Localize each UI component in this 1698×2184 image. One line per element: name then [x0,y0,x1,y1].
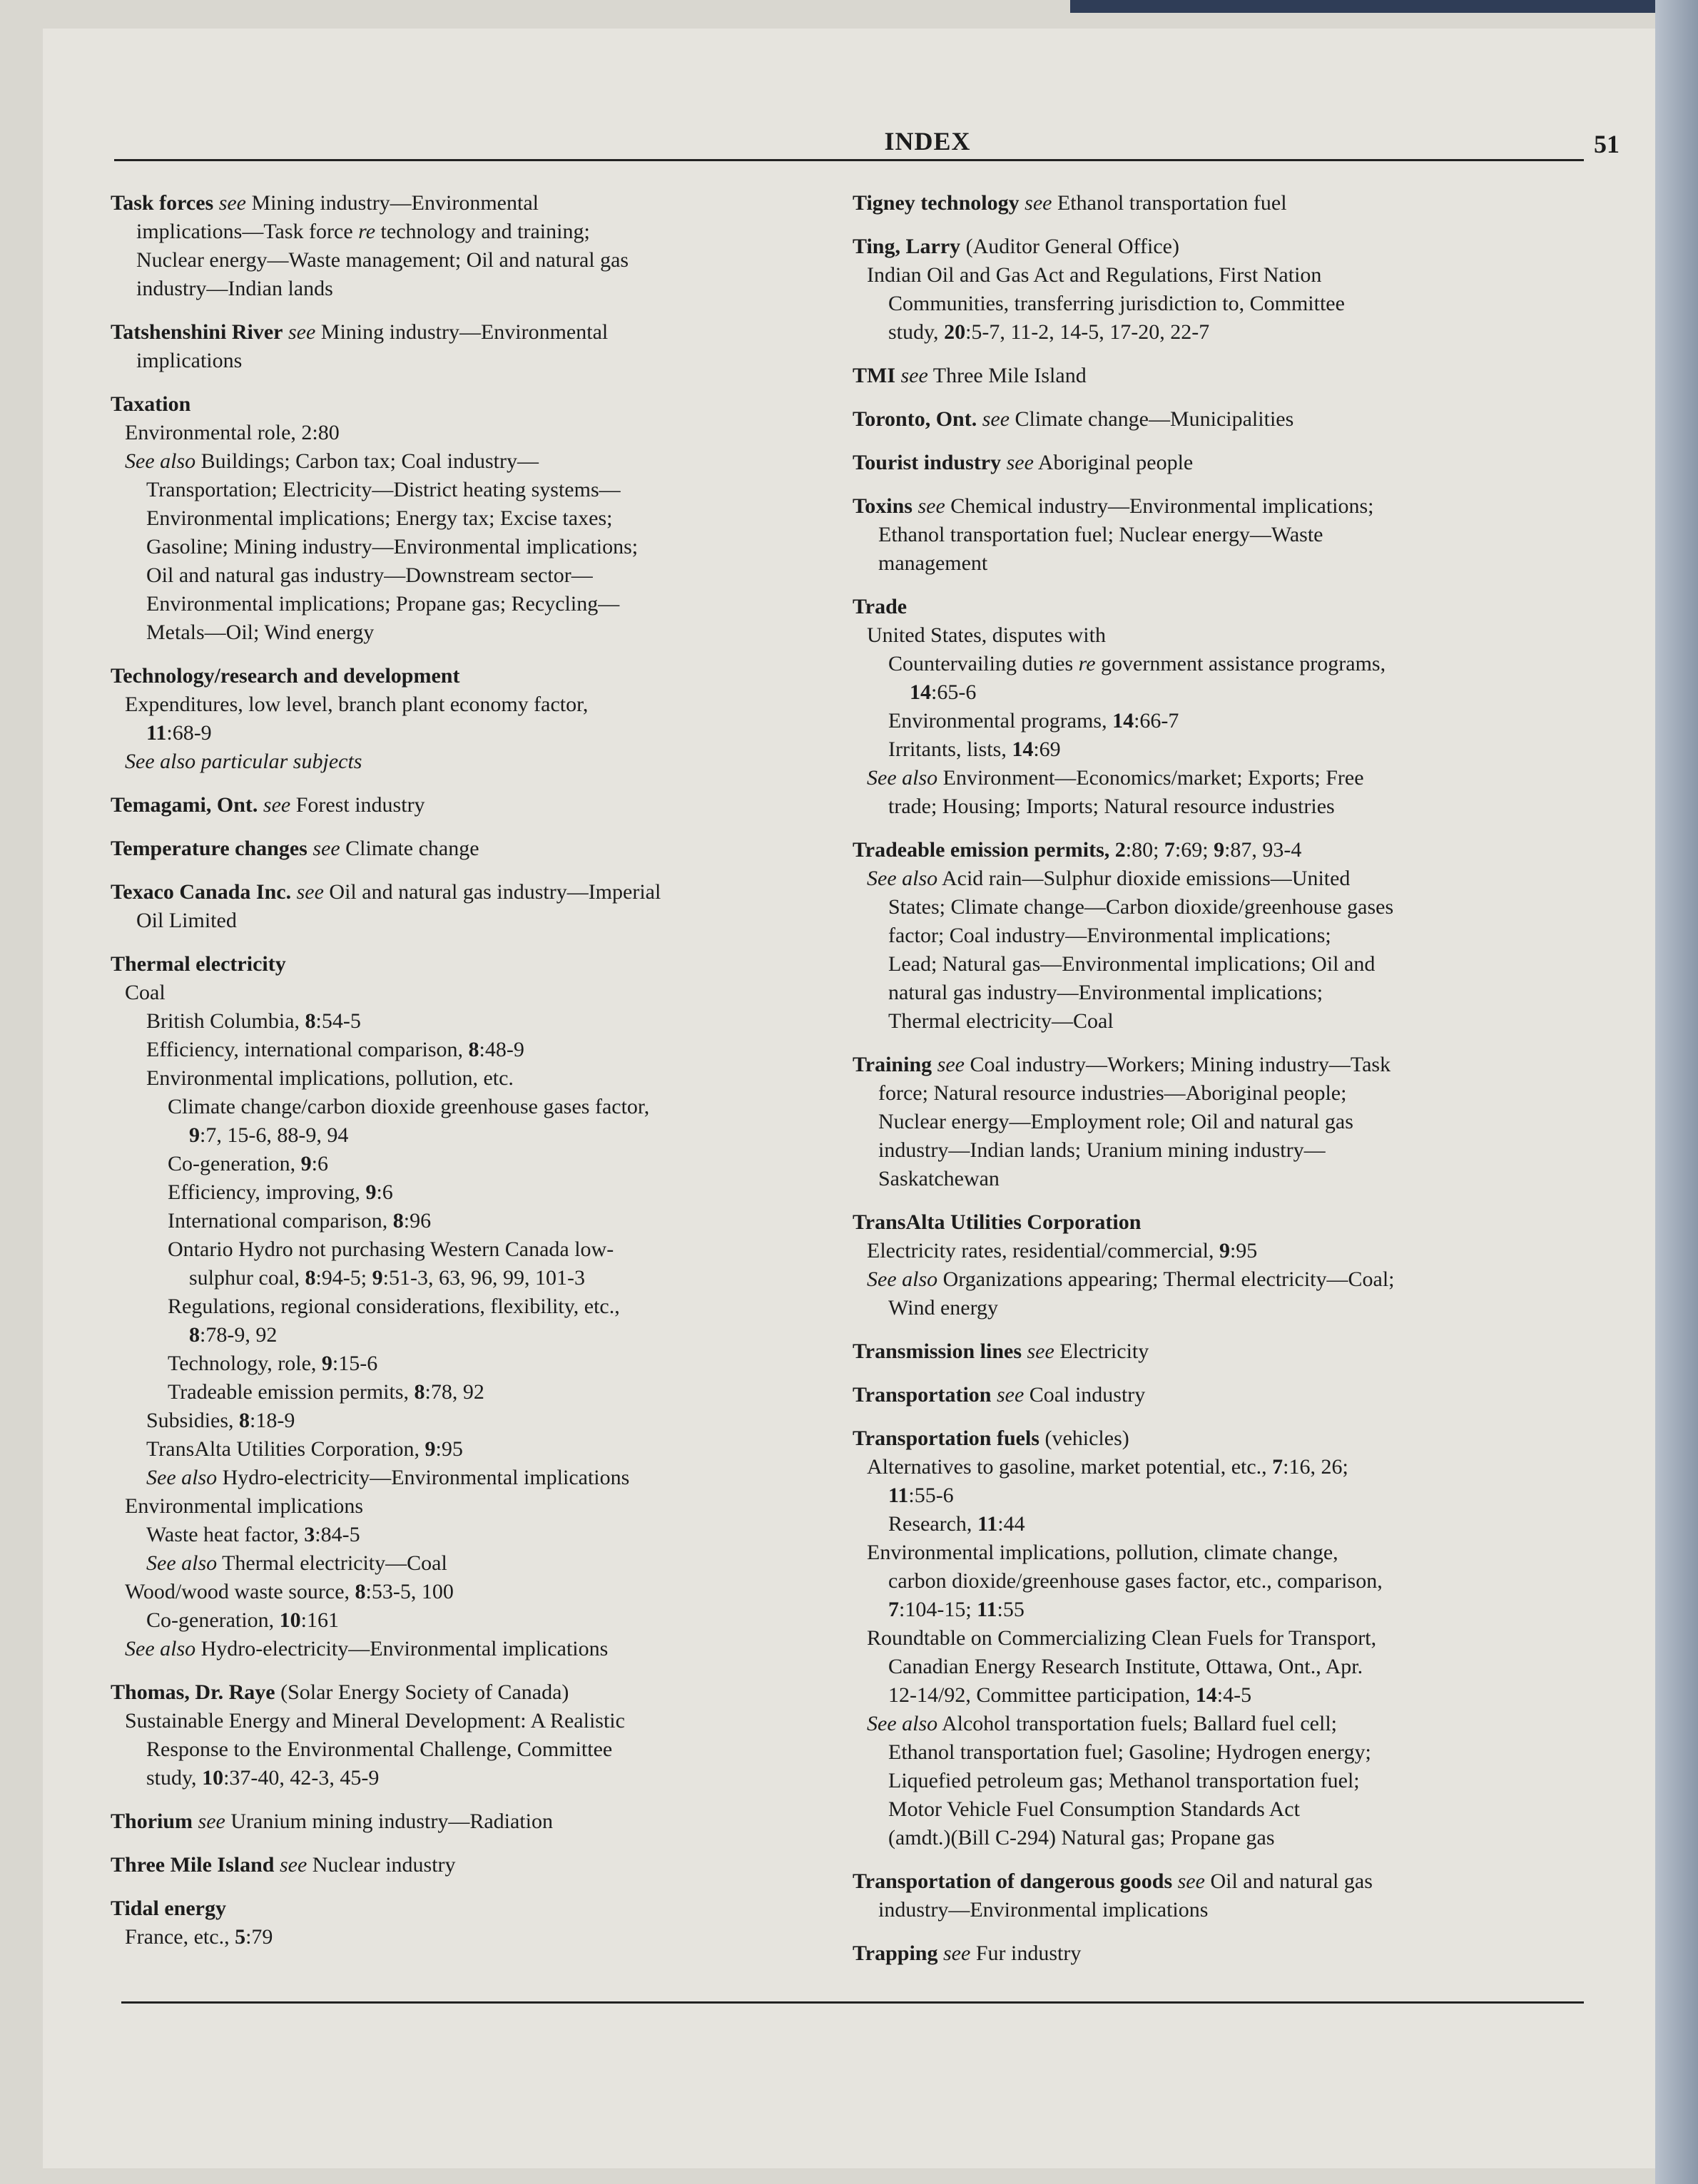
see-reference-label: see [296,880,324,904]
subentry-line: Liquefied petroleum gas; Methanol transportation fuel; [888,1769,1360,1792]
entry-reference: Ethanol transportation fuel [1057,191,1287,215]
subentry-line: Research, 11:44 [888,1512,1025,1536]
index-entry [853,492,1587,578]
entry-heading: Tidal energy [111,1897,226,1920]
entry-heading: Trade [853,595,908,618]
entry-heading: Thermal electricity [111,952,286,976]
subentry-line: See also particular subjects [125,750,362,773]
entry-reference: Climate change [345,837,479,860]
entry-continuation: force; Natural resource industries—Aboriginal people; [878,1081,1347,1105]
index-entry [111,1894,838,1951]
entry-heading: Temperature changes [111,837,307,860]
entry-heading-line [853,836,1587,864]
index-entry [853,593,1587,821]
entry-continuation: industry—Indian lands [136,277,333,300]
entry-heading-line [853,593,1587,621]
subentry-line: Sustainable Energy and Mineral Development: A Realistic [125,1709,625,1733]
subentry-line: British Columbia, 8:54-5 [146,1009,361,1033]
subentry-line: See also Buildings; Carbon tax; Coal industry— [125,449,539,473]
entry-heading: Texaco Canada Inc. [111,880,292,904]
see-reference-label: see [312,837,340,860]
index-entry [853,233,1587,347]
see-reference-label: see [263,793,291,817]
entry-heading-line [853,1867,1587,1896]
entry-reference: Three Mile Island [932,364,1087,387]
subentry-line: Oil and natural gas industry—Downstream sector— [146,563,593,587]
subentry-line: Environmental implications; Propane gas; Recycling— [146,592,620,616]
entry-heading: Thorium [111,1810,193,1833]
see-reference-label: see [996,1383,1025,1407]
index-entry [111,835,838,863]
entry-reference: Electricity [1059,1340,1149,1363]
subentry-line: France, etc., 5:79 [125,1925,273,1949]
see-reference-label: see [218,191,246,215]
index-entry [111,791,838,820]
subentry-line: Environmental implications, pollution, climate change, [867,1541,1338,1564]
subentry-line: Canadian Energy Research Institute, Ottawa, Ont., Apr. [888,1655,1363,1678]
subentry-line: See also Acid rain—Sulphur dioxide emissions—United [867,867,1351,890]
index-entry [853,1337,1587,1366]
entry-heading-line [853,1939,1587,1968]
entry-heading-line [111,318,838,347]
entry-reference: Uranium mining industry—Radiation [230,1810,553,1833]
entry-heading-line [853,362,1587,390]
entry-reference: Oil and natural gas [1210,1869,1373,1893]
subentry-line: Irritants, lists, 14:69 [888,738,1061,761]
entry-heading: Transportation [853,1383,992,1407]
entry-heading: Tradeable emission permits, [853,838,1110,862]
subentry-line: Tradeable emission permits, 8:78, 92 [168,1380,484,1404]
index-entry [111,390,838,647]
index-entry [111,1678,838,1792]
entry-reference: Oil and natural gas industry—Imperial [329,880,661,904]
index-entry [853,1208,1587,1322]
subentry-line: International comparison, 8:96 [168,1209,432,1233]
subentry-line: Subsidies, 8:18-9 [146,1409,295,1432]
subentry-line: Efficiency, international comparison, 8:48-9 [146,1038,524,1061]
index-column-right [853,189,1587,1983]
subentry-line: Waste heat factor, 3:84-5 [146,1523,360,1546]
subentry-line: Thermal electricity—Coal [888,1009,1114,1033]
subentry-line: See also Thermal electricity—Coal [146,1551,447,1575]
entry-heading-line [111,390,838,419]
header-rule [114,159,1584,161]
entry-reference: 2:80; 7:69; 9:87, 93-4 [1114,838,1302,862]
subentry-line: See also Hydro-electricity—Environmental implications [146,1466,630,1489]
see-reference-label: see [982,407,1010,431]
entry-reference: (Solar Energy Society of Canada) [280,1680,569,1704]
subentry-line: 11:55-6 [888,1484,954,1507]
subentry-line: Coal [125,981,166,1004]
entry-continuation: Saskatchewan [878,1167,1000,1190]
entry-heading-line [111,835,838,863]
entry-continuation: industry—Environmental implications [878,1898,1209,1922]
entry-heading: Temagami, Ont. [111,793,258,817]
entry-heading: Thomas, Dr. Raye [111,1680,275,1704]
subentry-line: sulphur coal, 8:94-5; 9:51-3, 63, 96, 99, 101-3 [189,1266,585,1290]
entry-heading-line [111,1894,838,1923]
see-reference-label: see [900,364,928,387]
index-entry [853,1939,1587,1968]
entry-heading-line [853,405,1587,434]
index-entry [111,662,838,776]
subentry-line: States; Climate change—Carbon dioxide/greenhouse gases [888,895,1394,919]
index-entry [111,950,838,1663]
index-entry [853,1381,1587,1409]
page-header [114,111,1620,164]
subentry-line: Environmental programs, 14:66-7 [888,709,1179,733]
entry-reference: (Auditor General Office) [965,235,1179,258]
subentry-line: Technology, role, 9:15-6 [168,1352,378,1375]
entry-reference: Aboriginal people [1037,451,1194,474]
subentry-line: carbon dioxide/greenhouse gases factor, etc., comparison, [888,1569,1383,1593]
index-entry [111,189,838,303]
entry-heading-line [853,1424,1587,1453]
subentry-line: natural gas industry—Environmental implications; [888,981,1323,1004]
entry-heading-line [853,233,1587,261]
entry-continuation: Nuclear energy—Waste management; Oil and natural gas [136,248,629,272]
subentry-line: Ontario Hydro not purchasing Western Canada low- [168,1238,614,1261]
subentry-line: Indian Oil and Gas Act and Regulations, First Nation [867,263,1322,287]
subentry-line: Communities, transferring jurisdiction to, Committee [888,292,1345,315]
see-reference-label: see [943,1941,971,1965]
entry-heading: TMI [853,364,895,387]
entry-heading: Three Mile Island [111,1853,275,1877]
see-reference-label: see [1025,191,1052,215]
entry-heading-line [853,1381,1587,1409]
entry-heading-line [111,950,838,979]
see-reference-label: see [937,1053,965,1076]
entry-heading: Tigney technology [853,191,1020,215]
subentry-line: See also Alcohol transportation fuels; Ballard fuel cell; [867,1712,1337,1735]
entry-reference: Nuclear industry [312,1853,456,1877]
entry-heading-line [853,1051,1587,1079]
index-entry [853,1424,1587,1852]
subentry-line: See also Environment—Economics/market; Exports; Free [867,766,1364,790]
entry-reference: Fur industry [975,1941,1082,1965]
subentry-line: Motor Vehicle Fuel Consumption Standards Act [888,1797,1300,1821]
subentry-line: Countervailing duties re government assistance programs, [888,652,1386,675]
index-entry [853,836,1587,1036]
entry-heading: Toxins [853,494,912,518]
subentry-line: factor; Coal industry—Environmental implications; [888,924,1331,947]
subentry-line: Co-generation, 9:6 [168,1152,328,1175]
see-reference-label: see [279,1853,307,1877]
subentry-line: Environmental implications; Energy tax; Excise taxes; [146,506,613,530]
entry-reference: Forest industry [295,793,425,817]
entry-reference: Mining industry—Environmental [251,191,539,215]
entry-heading: Ting, Larry [853,235,961,258]
entry-reference: Chemical industry—Environmental implications; [950,494,1374,518]
footer-rule [121,2001,1584,2004]
page-number: 51 [1594,130,1620,158]
subentry-line: Efficiency, improving, 9:6 [168,1180,393,1204]
subentry-line: Ethanol transportation fuel; Gasoline; Hydrogen energy; [888,1740,1371,1764]
background-edge [1655,0,1698,2184]
see-reference-label: see [1027,1340,1054,1363]
entry-heading: Taxation [111,392,191,416]
entry-heading-line [111,1807,838,1836]
subentry-line: See also Organizations appearing; Thermal electricity—Coal; [867,1267,1395,1291]
entry-heading-line [111,1678,838,1707]
subentry-line: trade; Housing; Imports; Natural resource industries [888,795,1335,818]
entry-heading-line [111,662,838,690]
entry-continuation: implications—Task force re technology and training; [136,220,590,243]
index-entry [853,449,1587,477]
entry-heading-line [111,878,838,907]
subentry-line: study, 10:37-40, 42-3, 45-9 [146,1766,380,1790]
entry-heading: Technology/research and development [111,664,460,688]
subentry-line: Metals—Oil; Wind energy [146,621,375,644]
entry-heading: Tourist industry [853,451,1002,474]
subentry-line: Response to the Environmental Challenge, Committee [146,1737,613,1761]
entry-reference: Mining industry—Environmental [320,320,609,344]
page-title: INDEX [884,127,971,155]
index-entry [853,1051,1587,1193]
entry-continuation: implications [136,349,243,372]
entry-heading: Task forces [111,191,214,215]
subentry-line: Climate change/carbon dioxide greenhouse gases factor, [168,1095,650,1118]
entry-continuation: management [878,551,988,575]
entry-continuation: Ethanol transportation fuel; Nuclear energy—Waste [878,523,1323,546]
entry-heading-line [853,1337,1587,1366]
subentry-line: 7:104-15; 11:55 [888,1598,1025,1621]
subentry-line: Wood/wood waste source, 8:53-5, 100 [125,1580,454,1603]
entry-reference: Coal industry—Workers; Mining industry—Task [970,1053,1391,1076]
index-entry [111,878,838,935]
see-reference-label: see [1177,1869,1205,1893]
index-entry [853,189,1587,218]
entry-heading-line [111,189,838,218]
background-strip [1070,0,1698,13]
subentry-line: (amdt.)(Bill C-294) Natural gas; Propane gas [888,1826,1275,1849]
subentry-line: Environmental implications [125,1494,364,1518]
subentry-line: study, 20:5-7, 11-2, 14-5, 17-20, 22-7 [888,320,1210,344]
subentry-line: Alternatives to gasoline, market potential, etc., 7:16, 26; [867,1455,1348,1479]
subentry-line: Wind energy [888,1296,999,1320]
index-column-left [111,189,838,1966]
entry-heading: Toronto, Ont. [853,407,977,431]
entry-heading: TransAlta Utilities Corporation [853,1210,1142,1234]
entry-heading: Transportation fuels [853,1427,1039,1450]
see-reference-label: see [288,320,316,344]
entry-continuation: Nuclear energy—Employment role; Oil and natural gas [878,1110,1353,1133]
subentry-line: Environmental implications, pollution, etc. [146,1066,514,1090]
entry-heading-line [853,449,1587,477]
subentry-line: Co-generation, 10:161 [146,1608,339,1632]
index-entry [853,405,1587,434]
subentry-line: Roundtable on Commercializing Clean Fuels for Transport, [867,1626,1377,1650]
subentry-line: Regulations, regional considerations, flexibility, etc., [168,1295,620,1318]
see-reference-label: see [198,1810,225,1833]
entry-reference: Climate change—Municipalities [1015,407,1294,431]
entry-heading: Transmission lines [853,1340,1022,1363]
subentry-line: 12-14/92, Committee participation, 14:4-5 [888,1683,1252,1707]
index-entry [111,1851,838,1879]
subentry-line: 8:78-9, 92 [189,1323,278,1347]
entry-continuation: industry—Indian lands; Uranium mining industry— [878,1138,1326,1162]
subentry-line: Gasoline; Mining industry—Environmental implications; [146,535,639,558]
subentry-line: Lead; Natural gas—Environmental implications; Oil and [888,952,1376,976]
subentry-line: 9:7, 15-6, 88-9, 94 [189,1123,349,1147]
entry-continuation: Oil Limited [136,909,237,932]
see-reference-label: see [1006,451,1034,474]
subentry-line: Expenditures, low level, branch plant economy factor, [125,693,589,716]
entry-heading: Training [853,1053,932,1076]
see-reference-label: see [917,494,945,518]
subentry-line: See also Hydro-electricity—Environmental implications [125,1637,609,1660]
index-entry [853,1867,1587,1924]
index-entry [111,1807,838,1836]
entry-heading-line [853,1208,1587,1237]
subentry-line: United States, disputes with [867,623,1106,647]
index-entry [853,362,1587,390]
entry-heading-line [111,1851,838,1879]
subentry-line: Transportation; Electricity—District heating systems— [146,478,621,501]
entry-reference: Coal industry [1029,1383,1146,1407]
subentry-line: 11:68-9 [146,721,212,745]
subentry-line: TransAlta Utilities Corporation, 9:95 [146,1437,463,1461]
entry-heading: Transportation of dangerous goods [853,1869,1173,1893]
subentry-line: Electricity rates, residential/commercial, 9:95 [867,1239,1258,1262]
entry-reference: (vehicles) [1044,1427,1129,1450]
index-entry [111,318,838,375]
entry-heading-line [111,791,838,820]
entry-heading-line [853,189,1587,218]
subentry-line: Environmental role, 2:80 [125,421,340,444]
entry-heading: Tatshenshini River [111,320,283,344]
entry-heading-line [853,492,1587,521]
subentry-line: 14:65-6 [910,680,977,704]
entry-heading: Trapping [853,1941,938,1965]
